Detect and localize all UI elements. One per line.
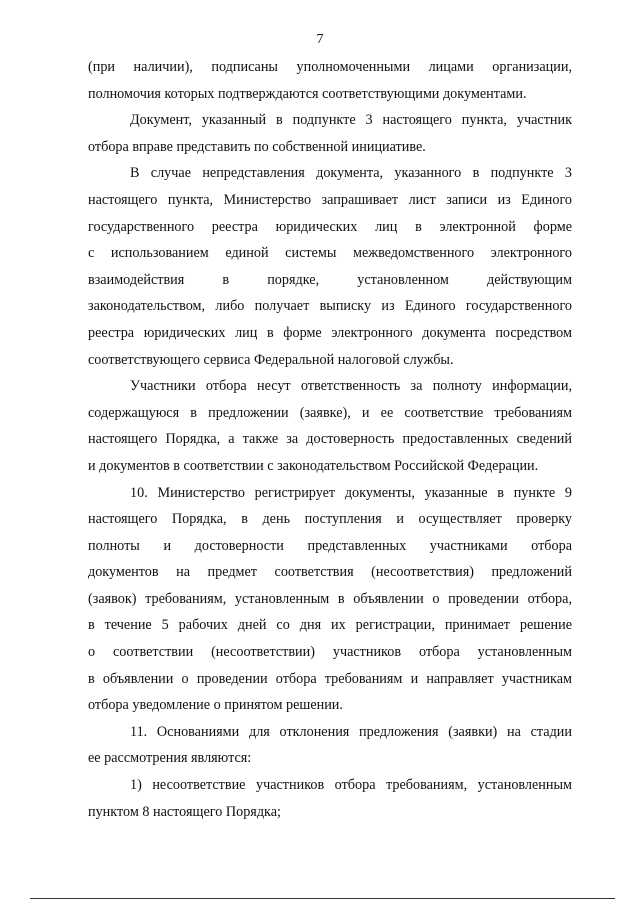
text-line: с использованием единой системы межведомственного электронного [88,245,572,262]
text-line: (при наличии), подписаны уполномоченными лицами организации, [88,59,572,75]
paragraph [88,719,572,772]
text-line: в объявлении о проведении отбора требованиям и направляет участникам [88,670,572,687]
paragraph [88,373,572,479]
page-number: 7 [316,32,324,47]
text-line: полномочия которых подтверждаются соответствующими документами. [88,85,527,102]
paragraph [88,160,572,373]
text-line: и документов в соответствии с законодательством Российской Федерации. [88,457,539,474]
text-line: Участники отбора несут ответственность за полноту информации, [130,378,572,395]
text-line: ее рассмотрения являются: [88,750,252,767]
text-line: отбора вправе представить по собственной инициативе. [88,138,426,155]
text-line: взаимодействия в порядке, установленном действующим [88,271,572,288]
text-line: государственного реестра юридических лиц в электронной форме [88,218,572,235]
text-line: законодательством, либо получает выписку из Единого государственного [88,298,572,315]
text-line: пунктом 8 настоящего Порядка; [88,803,281,820]
text-line: В случае непредставления документа, указанного в подпункте 3 [130,165,572,182]
document-body [88,54,572,825]
text-line: соответствующего сервиса Федеральной налоговой службы. [88,351,454,368]
paragraph [88,54,572,107]
text-line: 10. Министерство регистрирует документы, указанные в пункте 9 [130,484,572,501]
paragraph [88,772,572,825]
text-line: (заявок) требованиям, установленным в объявлении о проведении отбора, [88,590,572,607]
text-line: настоящего Порядка, а также за достоверность предоставленных сведений [88,431,572,448]
paragraph [88,107,572,160]
text-line: 1) несоответствие участников отбора требованиям, установленным [130,777,572,794]
paragraph [88,480,572,719]
text-line: настоящего пункта, Министерство запрашивает лист записи из Единого [88,191,572,208]
text-line: настоящего Порядка, в день поступления и осуществляет проверку [88,511,572,528]
text-line: о соответствии (несоответствии) участников отбора установленным [88,644,572,661]
text-line: в течение 5 рабочих дней со дня их регистрации, принимает решение [88,617,572,634]
text-line: Документ, указанный в подпункте 3 настоящего пункта, участник [130,112,572,129]
text-line: содержащуюся в предложении (заявке), и ее соответствие требованиям [88,404,572,421]
text-line: 11. Основаниями для отклонения предложения (заявки) на стадии [130,723,572,740]
text-line: документов на предмет соответствия (несоответствия) предложений [88,564,572,581]
text-line: отбора уведомление о принятом решении. [88,697,343,714]
bottom-rule [30,898,615,899]
text-line: полноты и достоверности представленных участниками отбора [88,537,572,554]
text-line: реестра юридических лиц в форме электронного документа посредством [88,324,572,341]
